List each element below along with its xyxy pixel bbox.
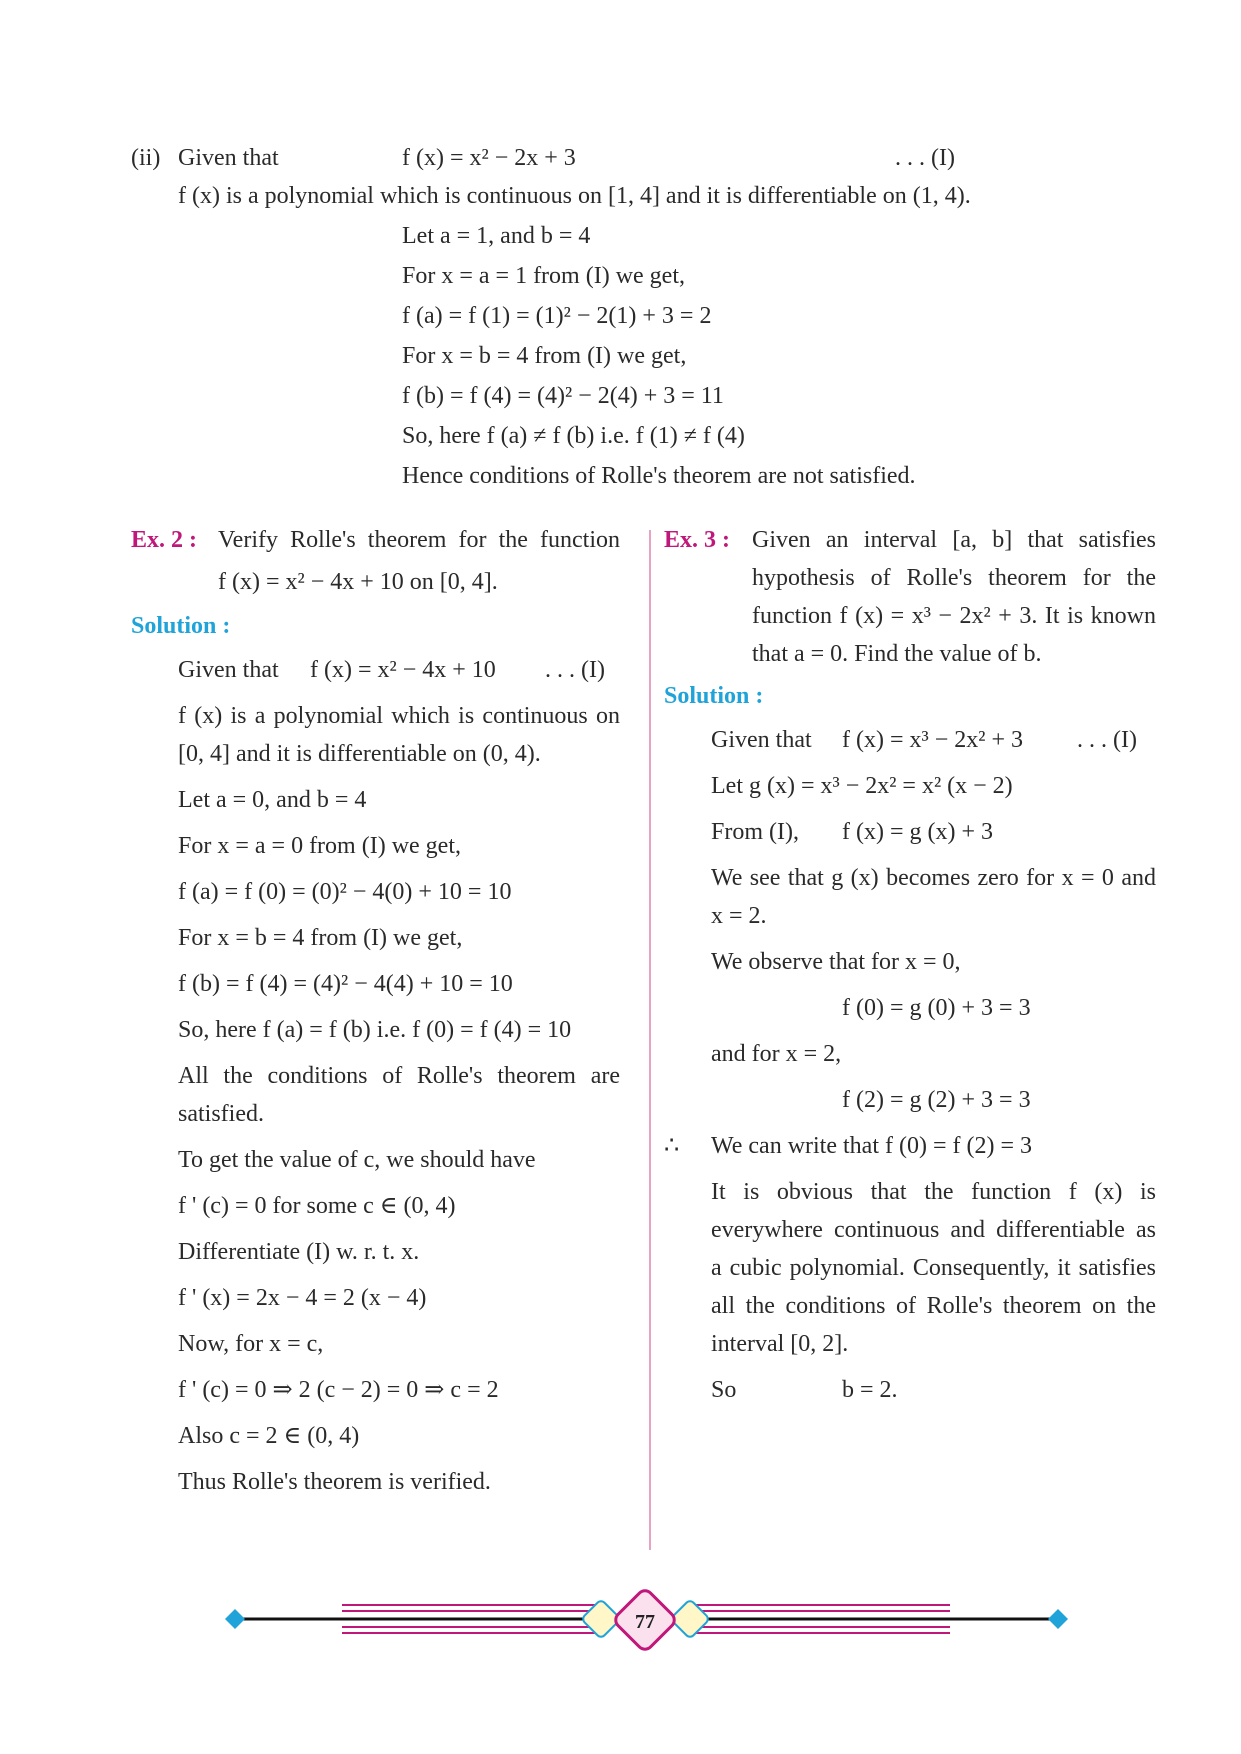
left-diamond-icon (225, 1609, 245, 1629)
ex2-line: To get the value of c, we should have (178, 1147, 536, 1173)
right-diamond-icon (1048, 1609, 1068, 1629)
ex3-question-line: that a = 0. Find the value of b. (752, 641, 1042, 667)
item-ii-label: (ii) (131, 145, 161, 171)
ex3-question-line: Given an interval [a, b] that satisfies (752, 527, 1156, 553)
ex3-line: a cubic polynomial. Consequently, it satisfies (711, 1255, 1156, 1281)
ex3-equation-tag: . . . (I) (1077, 727, 1137, 753)
step-line: f (a) = f (1) = (1)² − 2(1) + 3 = 2 (402, 303, 712, 329)
ex2-line: f (b) = f (4) = (4)² − 4(4) + 10 = 10 (178, 971, 513, 997)
ex3-solution-heading: Solution : (664, 683, 764, 709)
ex2-equation-tag: . . . (I) (545, 657, 605, 683)
ex2-line: For x = b = 4 from (I) we get, (178, 925, 463, 951)
ex3-given-expression: f (x) = x³ − 2x² + 3 (842, 727, 1023, 753)
ex2-line: Now, for x = c, (178, 1331, 324, 1357)
ex3-so-label: So (711, 1377, 737, 1403)
ex3-question-line: function f (x) = x³ − 2x² + 3. It is known (752, 603, 1156, 629)
ex2-line: f ' (x) = 2x − 4 = 2 (x − 4) (178, 1285, 427, 1311)
given-label: Given that (178, 145, 279, 171)
ex2-label: Ex. 2 : (131, 527, 197, 553)
polynomial-statement: f (x) is a polynomial which is continuous on [1, 4] and it is differentiable on (1, 4). (178, 183, 971, 209)
therefore-symbol: ∴ (664, 1133, 680, 1159)
ex3-given-label: Given that (711, 727, 812, 753)
ex3-line: It is obvious that the function f (x) is (711, 1179, 1156, 1205)
given-expression: f (x) = x² − 2x + 3 (402, 145, 576, 171)
ex2-question-line: f (x) = x² − 4x + 10 on [0, 4]. (218, 569, 498, 595)
step-line: f (b) = f (4) = (4)² − 2(4) + 3 = 11 (402, 383, 724, 409)
ex2-line: f ' (c) = 0 ⇒ 2 (c − 2) = 0 ⇒ c = 2 (178, 1377, 499, 1403)
conclusion-line: Hence conditions of Rolle's theorem are not satisfied. (402, 463, 916, 489)
ex2-line: satisfied. (178, 1101, 264, 1127)
ex2-given-label: Given that (178, 657, 279, 683)
ex3-from-label: From (I), (711, 819, 799, 845)
ex2-line: f (x) is a polynomial which is continuous on (178, 703, 620, 729)
ex2-line: f ' (c) = 0 for some c ∈ (0, 4) (178, 1193, 456, 1219)
ex2-solution-heading: Solution : (131, 613, 231, 639)
ex3-line: and for x = 2, (711, 1041, 842, 1067)
ex2-given-expression: f (x) = x² − 4x + 10 (310, 657, 496, 683)
page-number: 77 (635, 1611, 655, 1633)
step-line: For x = b = 4 from (I) we get, (402, 343, 687, 369)
ex3-line: interval [0, 2]. (711, 1331, 849, 1357)
step-line: So, here f (a) ≠ f (b) i.e. f (1) ≠ f (4) (402, 423, 745, 449)
ex2-line: For x = a = 0 from (I) we get, (178, 833, 461, 859)
ex3-line: x = 2. (711, 903, 767, 929)
ex2-line: Let a = 0, and b = 4 (178, 787, 367, 813)
ex2-line: [0, 4] and it is differentiable on (0, 4). (178, 741, 541, 767)
ex3-line: Let g (x) = x³ − 2x² = x² (x − 2) (711, 773, 1013, 799)
ex3-line: f (0) = g (0) + 3 = 3 (842, 995, 1031, 1021)
ex3-so-expression: b = 2. (842, 1377, 898, 1403)
ex2-line: So, here f (a) = f (b) i.e. f (0) = f (4) = 10 (178, 1017, 572, 1043)
ex2-line: All the conditions of Rolle's theorem are (178, 1063, 620, 1089)
equation-tag: . . . (I) (895, 145, 955, 171)
ex2-line: Also c = 2 ∈ (0, 4) (178, 1423, 360, 1449)
ex3-question-line: hypothesis of Rolle's theorem for the (752, 565, 1156, 591)
ex3-line: everywhere continuous and differentiable as (711, 1217, 1156, 1243)
step-line: Let a = 1, and b = 4 (402, 223, 591, 249)
ex3-line: We observe that for x = 0, (711, 949, 961, 975)
ex3-line: f (2) = g (2) + 3 = 3 (842, 1087, 1031, 1113)
footer-ornament (0, 1560, 1241, 1670)
ex3-line: We can write that f (0) = f (2) = 3 (711, 1133, 1033, 1159)
ex2-conclusion: Thus Rolle's theorem is verified. (178, 1469, 491, 1495)
ex3-from-expression: f (x) = g (x) + 3 (842, 819, 994, 845)
ex3-line: We see that g (x) becomes zero for x = 0 and (711, 865, 1156, 891)
step-line: For x = a = 1 from (I) we get, (402, 263, 685, 289)
ex3-label: Ex. 3 : (664, 527, 730, 553)
ex2-question-line: Verify Rolle's theorem for the function (218, 527, 620, 553)
ex2-line: f (a) = f (0) = (0)² − 4(0) + 10 = 10 (178, 879, 512, 905)
column-divider (649, 530, 651, 1550)
ex3-line: all the conditions of Rolle's theorem on the (711, 1293, 1156, 1319)
ex2-line: Differentiate (I) w. r. t. x. (178, 1239, 420, 1265)
